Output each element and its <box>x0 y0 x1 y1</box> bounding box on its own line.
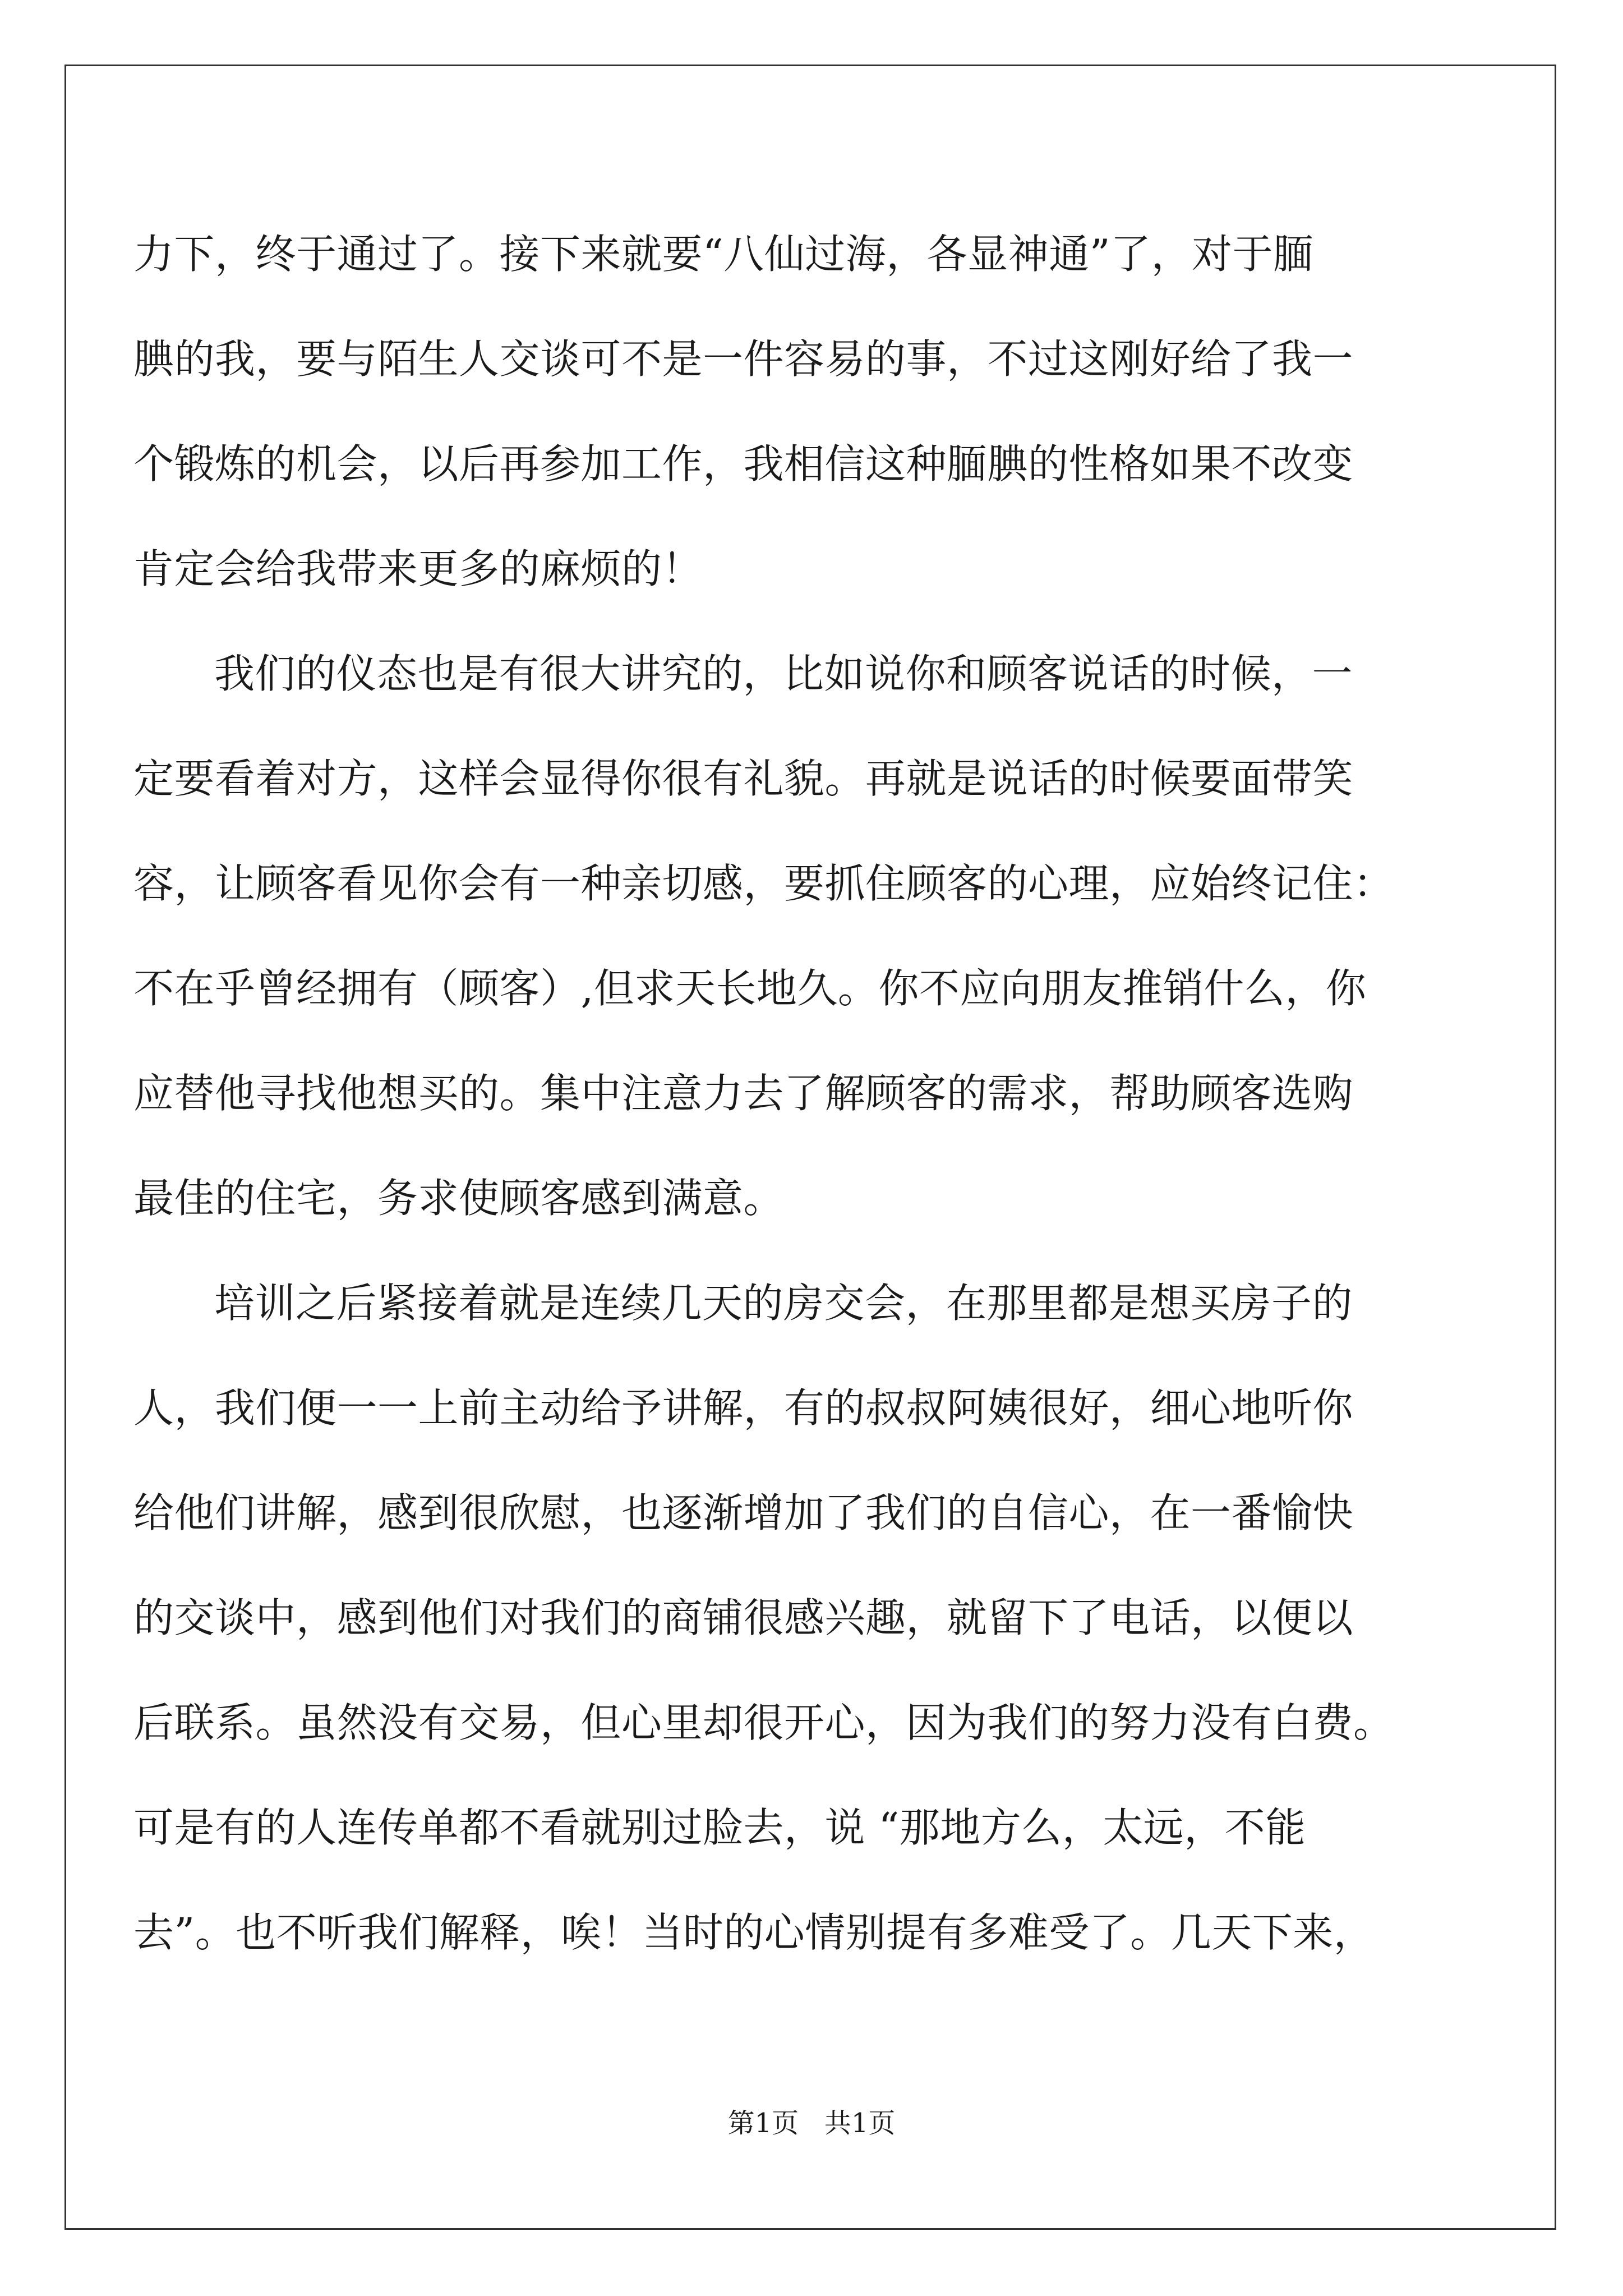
text-line: 去”。也不听我们解释，唉！当时的心情别提有多难受了。几天下来， <box>133 1909 1375 1956</box>
text-line: 给他们讲解，感到很欣慰，也逐渐增加了我们的自信心，在一番愉快 <box>133 1489 1354 1536</box>
text-line: 人，我们便一一上前主动给予讲解，有的叔叔阿姨很好，细心地听你 <box>133 1384 1354 1432</box>
text-line: 最佳的住宅，务求使顾客感到满意。 <box>133 1175 785 1222</box>
page-number: 第1页 <box>727 2108 799 2139</box>
text-line: 个锻炼的机会，以后再参加工作，我相信这种腼腆的性格如果不改变 <box>133 440 1354 487</box>
text-line: 定要看着对方，这样会显得你很有礼貌。再就是说话的时候要面带笑 <box>133 755 1354 802</box>
document-body <box>133 202 1446 1985</box>
text-line: 后联系。虽然没有交易，但心里却很开心，因为我们的努力没有白费。 <box>133 1699 1394 1746</box>
text-line: 培训之后紧接着就是连续几天的房交会，在那里都是想买房子的 <box>214 1280 1353 1327</box>
text-line: 应替他寻找他想买的。集中注意力去了解顾客的需求，帮助顾客选购 <box>133 1070 1354 1117</box>
text-line: 容，让顾客看见你会有一种亲切感，要抓住顾客的心理，应始终记住： <box>133 860 1394 907</box>
text-line: 可是有的人连传单都不看就别过脸去，说 “那地方么，太远，不能 <box>133 1804 1306 1851</box>
text-line: 的交谈中，感到他们对我们的商铺很感兴趣，就留下了电话，以便以 <box>133 1594 1354 1641</box>
text-line: 不在乎曾经拥有（顾客）,但求天长地久。你不应向朋友推销什么，你 <box>133 965 1367 1012</box>
text-line: 腆的我，要与陌生人交谈可不是一件容易的事，不过这刚好给了我一 <box>133 335 1354 383</box>
text-line: 我们的仪态也是有很大讲究的，比如说你和顾客说话的时候，一 <box>214 650 1353 697</box>
text-line: 肯定会给我带来更多的麻烦的！ <box>133 545 703 592</box>
page-total: 共1页 <box>824 2108 896 2139</box>
page-footer <box>0 2106 1623 2140</box>
text-line: 力下，终于通过了。接下来就要“八仙过海，各显神通”了，对于腼 <box>133 231 1314 278</box>
